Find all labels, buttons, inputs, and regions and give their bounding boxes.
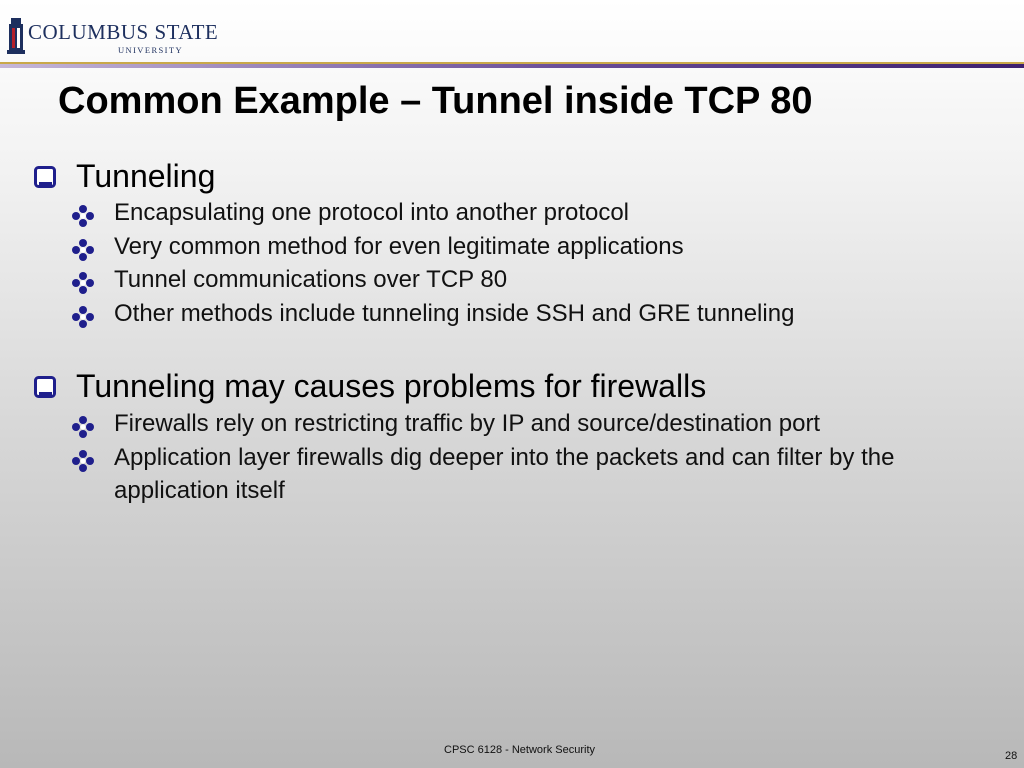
page-number: 28: [1005, 750, 1018, 762]
checkbox-bullet-icon: [34, 376, 56, 398]
list-item: [72, 301, 794, 335]
list-item-text: Encapsulating one protocol into another protocol: [114, 199, 630, 226]
list-item-text: Other methods include tunneling inside SSH and GRE tunneling: [114, 299, 795, 327]
list-item-text: Tunnel communications over TCP 80: [114, 266, 508, 293]
section-heading-2: [34, 368, 706, 405]
diamond-bullet-icon: [72, 272, 94, 294]
checkbox-bullet-icon: [34, 166, 56, 188]
diamond-bullet-icon: [72, 205, 94, 227]
list-item: [72, 234, 794, 268]
university-logo: [2, 10, 219, 60]
list-item-text: Application layer firewalls dig deeper into the packets and can filter by the application itself: [114, 443, 895, 504]
list-item: [72, 267, 794, 301]
diamond-bullet-icon: [72, 450, 94, 472]
list-item: [72, 200, 794, 234]
diamond-bullet-icon: [72, 306, 94, 328]
sub-bullet-list-2: [72, 411, 952, 512]
footer-course: CPSC 6128 - Network Security: [444, 744, 595, 756]
section-heading-text: Tunneling may causes problems for firewalls: [76, 368, 707, 404]
diamond-bullet-icon: [72, 239, 94, 261]
logo-text-sub: UNIVERSITY: [118, 45, 183, 55]
logo-text-main: COLUMBUS STATE: [28, 20, 219, 44]
diamond-bullet-icon: [72, 416, 94, 438]
slide-title: Common Example – Tunnel inside TCP 80: [58, 80, 813, 122]
crest-icon: [6, 16, 26, 56]
list-item-text: Very common method for even legitimate applications: [114, 232, 684, 260]
list-item: [72, 445, 952, 512]
purple-band: [0, 64, 1024, 68]
section-heading-1: [34, 158, 215, 195]
list-item-text: Firewalls rely on restricting traffic by IP and source/destination port: [114, 410, 821, 437]
section-heading-text: Tunneling: [76, 158, 216, 194]
sub-bullet-list-1: [72, 200, 794, 334]
list-item: [72, 411, 952, 445]
header-rule: [0, 62, 1024, 68]
